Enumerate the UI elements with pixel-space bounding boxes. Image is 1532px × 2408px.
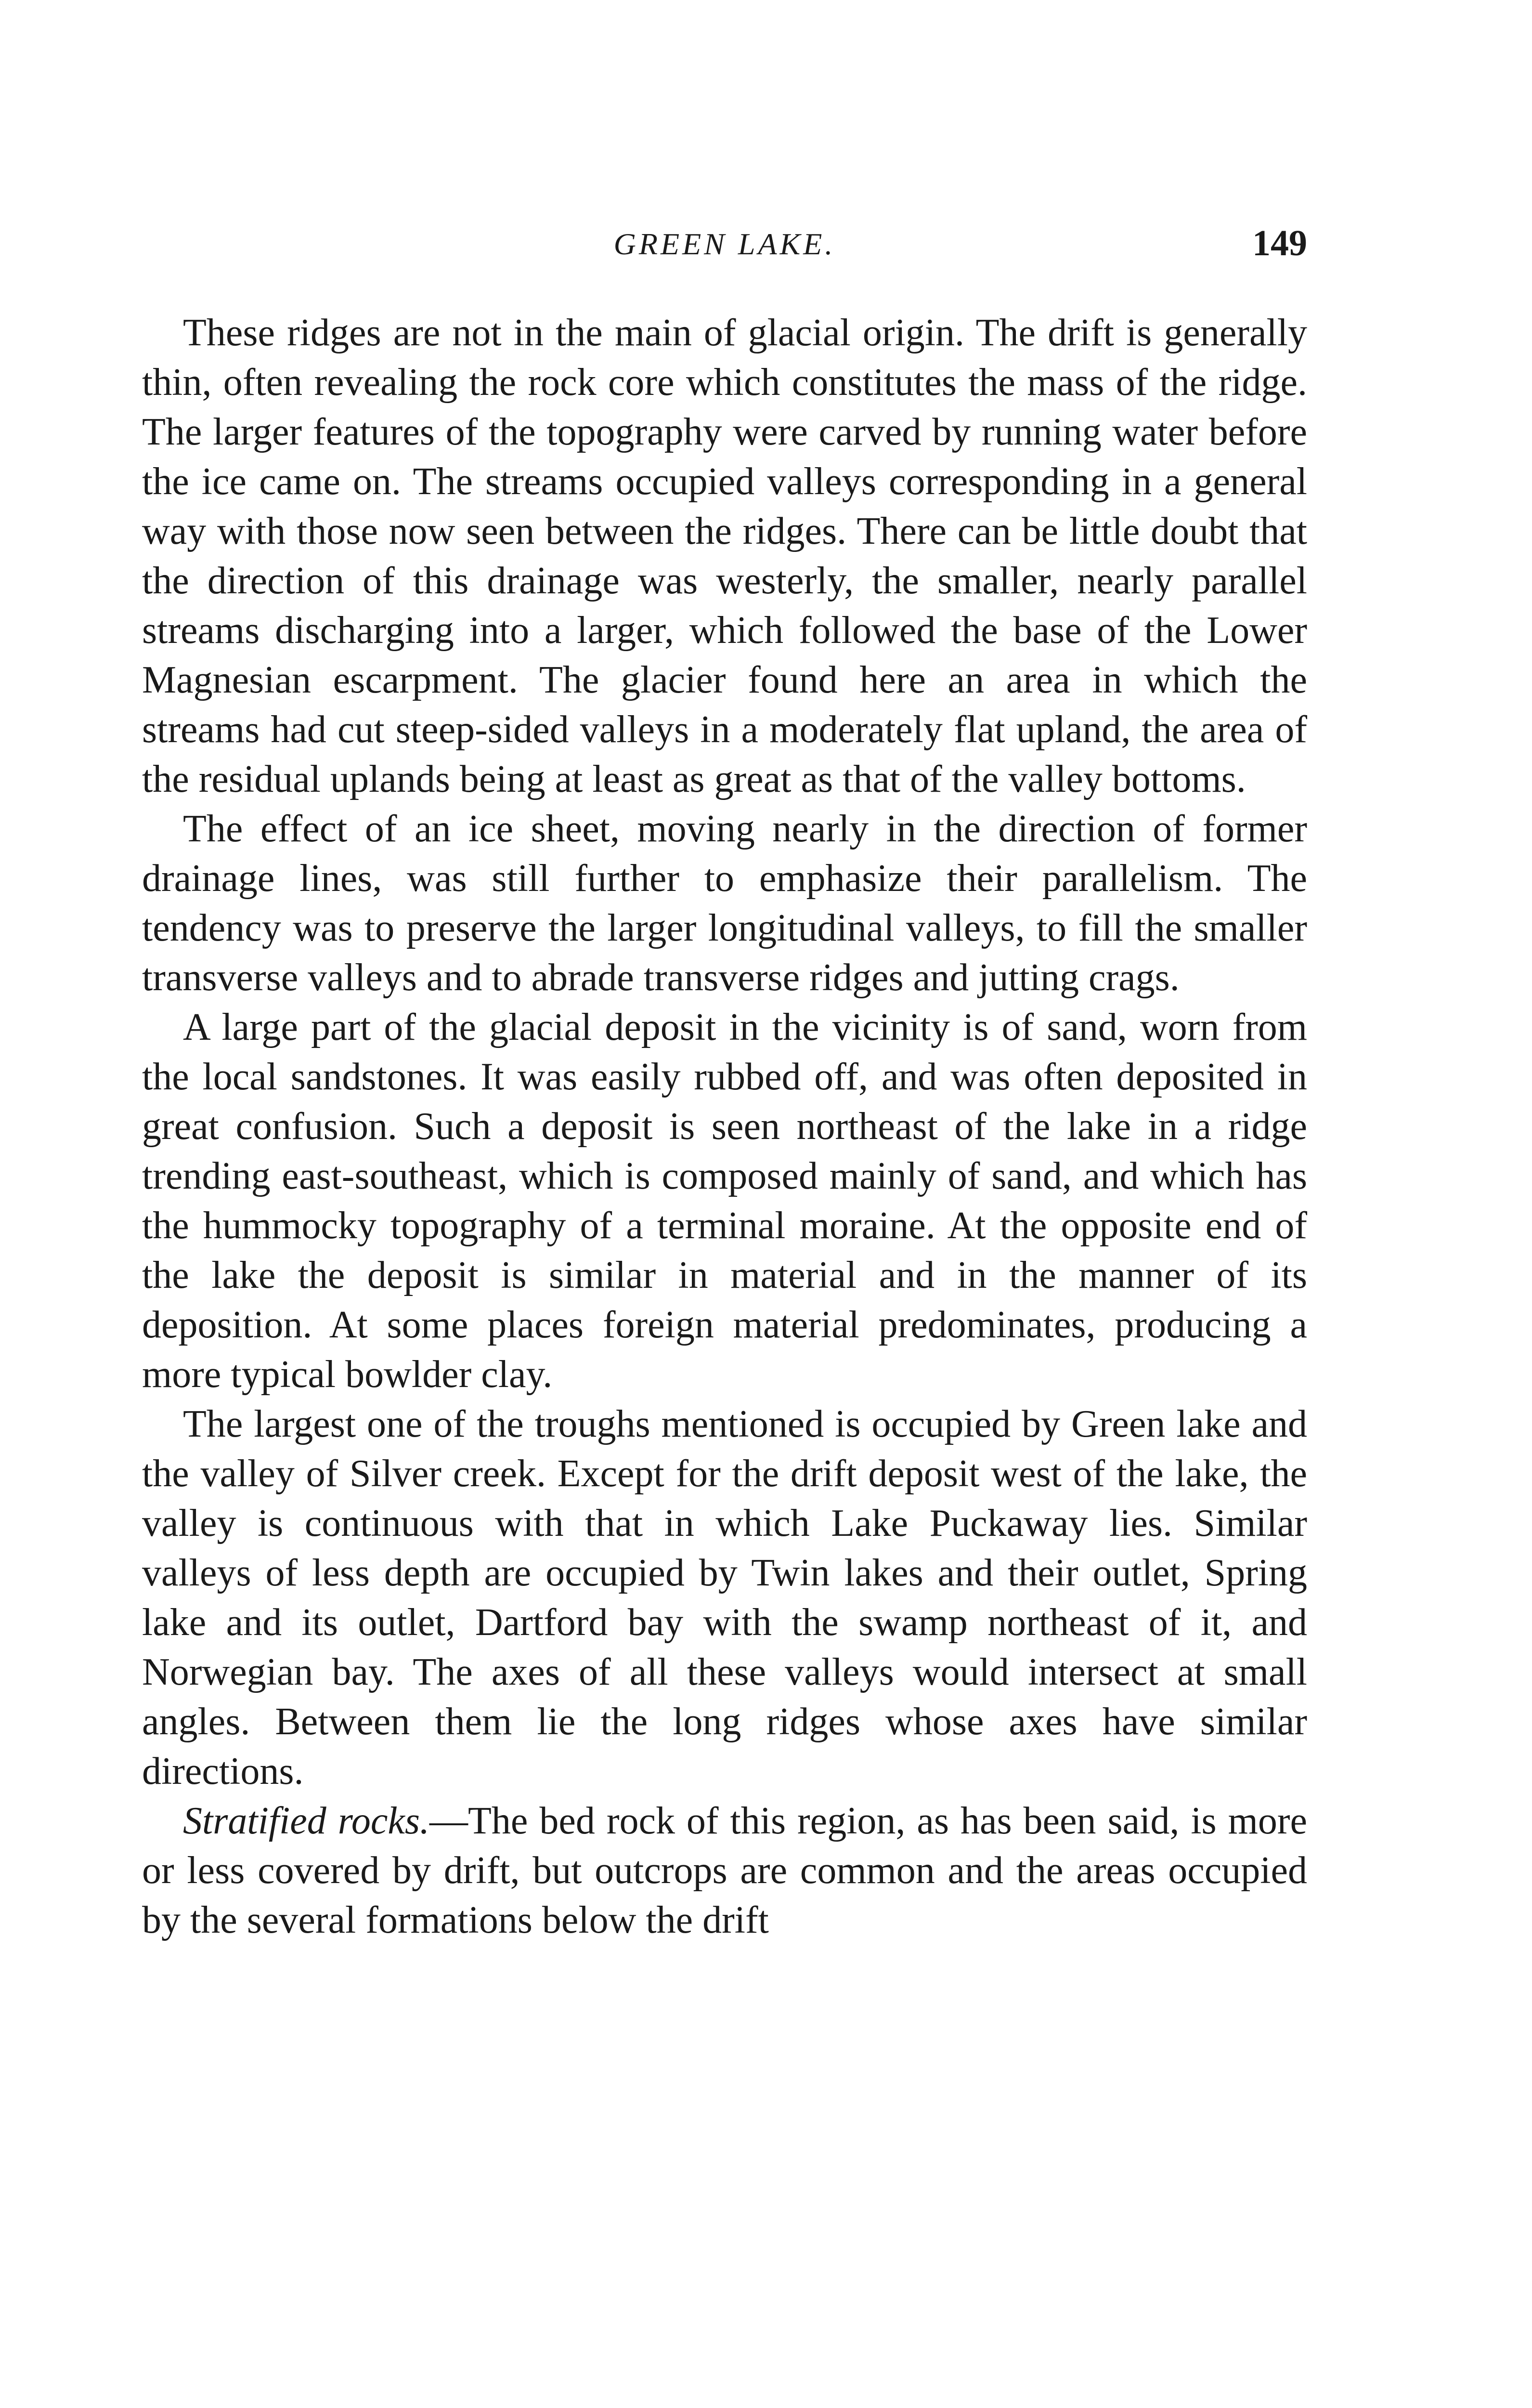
paragraph-stratified-rocks	[142, 1796, 1307, 1945]
paragraph-stratified-rocks-text: —The bed rock of this region, as has been said, is more or less covered by drift, but outcrops are common and the areas occupied by the several formations below the drift	[142, 1800, 1308, 1941]
body-text	[142, 308, 1307, 1945]
section-heading-stratified-rocks: Stratified rocks.	[183, 1800, 430, 1842]
page-number: 149	[1252, 223, 1307, 263]
paragraph-ridges-origin: These ridges are not in the main of glacial origin. The drift is generally thin, often revealing the rock core which constitutes the mass of the ridge. The larger features of the topography were carved by running water before the ice came on. The streams occupied valleys corresponding in a general way with those now seen between the ridges. There can be little doubt that the direction of this drainage was westerly, the smaller, nearly parallel streams discharging into a larger, which followed the base of the Lower Magnesian escarpment. The glacier found here an area in which the streams had cut steep-sided valleys in a moderately flat upland, the area of the residual uplands being at least as great as that of the valley bottoms.	[142, 312, 1307, 800]
running-title: GREEN LAKE.	[613, 227, 836, 261]
paragraph-largest-trough: The largest one of the troughs mentioned is occupied by Green lake and the valley of Silver creek. Except for the drift deposit west of the lake, the valley is continuous with that in which Lake Puckaway lies. Similar valleys of less depth are occupied by Twin lakes and their outlet, Spring lake and its outlet, Dartford bay with the swamp northeast of it, and Norwegian bay. The axes of all these valleys would intersect at small angles. Between them lie the long ridges whose axes have similar directions.	[142, 1403, 1307, 1793]
running-head	[142, 223, 1307, 270]
paragraph-ice-sheet-effect: The effect of an ice sheet, moving nearly in the direction of former drainage lines, was still further to emphasize their parallelism. The tendency was to preserve the larger longitudinal valleys, to fill the smaller transverse valleys and to abrade transverse ridges and jutting crags.	[142, 808, 1307, 999]
paragraph-glacial-deposit: A large part of the glacial deposit in the vicinity is of sand, worn from the local sandstones. It was easily rubbed off, and was often deposited in great confusion. Such a deposit is seen northeast of the lake in a ridge trending east-southeast, which is composed mainly of sand, and which has the hummocky topography of a terminal moraine. At the opposite end of the lake the deposit is similar in material and in the manner of its deposition. At some places foreign material predominates, producing a more typical bowlder clay.	[142, 1006, 1307, 1396]
